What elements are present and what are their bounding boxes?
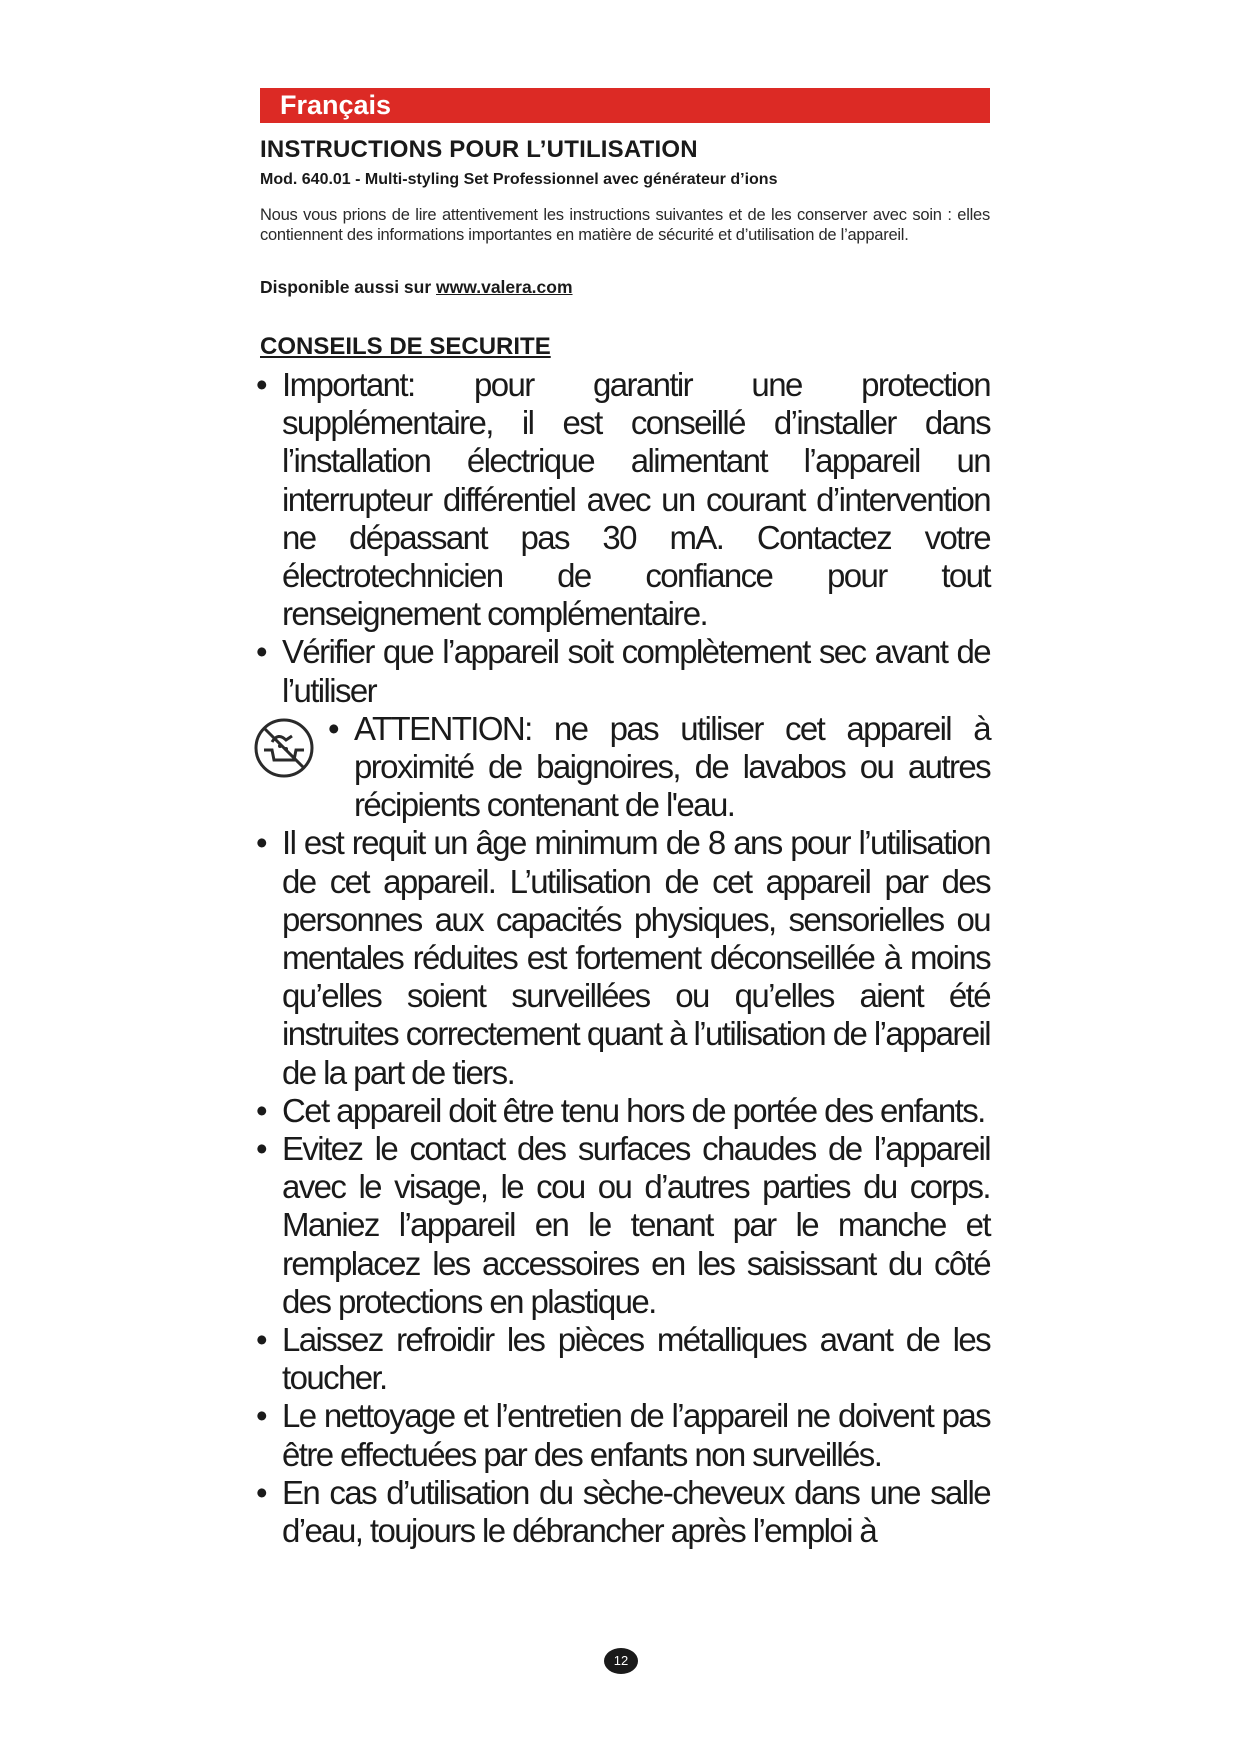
list-item	[252, 1397, 990, 1473]
availability-line	[260, 277, 573, 298]
bullet-glyph: •	[256, 1397, 268, 1435]
list-item	[252, 1474, 990, 1550]
availability-prefix: Disponible aussi sur	[260, 277, 437, 297]
list-item-text: Cet appareil doit être tenu hors de portée des enfants.	[282, 1091, 985, 1129]
document-title: INSTRUCTIONS POUR L’UTILISATION	[260, 136, 698, 163]
bullet-glyph: •	[256, 1473, 268, 1511]
list-item-text: Il est requit un âge minimum de 8 ans pour l’utilisation de cet appareil. L’utilisation de cet appareil par des personnes aux capacités physiques, sensorielles ou mentales réduites est fortement déconseillée à moins qu’elles soient surveillées ou qu’elles aient été instruites correctement quant à l’utilisation de l’appareil de la part de tiers.	[282, 824, 990, 1091]
list-item-text: Laissez refroidir les pièces métalliques avant de les toucher.	[282, 1321, 990, 1397]
bullet-glyph: •	[328, 709, 340, 747]
list-item	[252, 1321, 990, 1397]
model-line: Mod. 640.01 - Multi-styling Set Professionnel avec générateur d’ions	[260, 171, 778, 188]
list-item	[252, 366, 990, 633]
bullet-glyph: •	[256, 633, 268, 671]
bullet-glyph: •	[256, 366, 268, 403]
language-banner: Français	[260, 88, 990, 123]
bullet-glyph: •	[256, 824, 268, 862]
list-item	[252, 1130, 990, 1321]
list-item-text: ATTENTION: ne pas utiliser cet appareil à proximité de baignoires, de lavabos ou autres récipients contenant de l'eau.	[354, 709, 990, 824]
list-item	[252, 824, 990, 1091]
list-item-text: Vérifier que l’appareil soit complètement sec avant de l’utiliser	[282, 633, 990, 709]
list-item	[252, 633, 990, 709]
list-item-text: Le nettoyage et l’entretien de l’appareil ne doivent pas être effectuées par des enfants non surveillés.	[282, 1397, 990, 1473]
list-item-text: En cas d’utilisation du sèche-cheveux dans une salle d’eau, toujours le débrancher après l’emploi à	[282, 1473, 990, 1550]
intro-paragraph: Nous vous prions de lire attentivement les instructions suivantes et de les conserver avec soin : elles contiennent des informations importantes en matière de sécurité et d’utilisation de l’appareil.	[260, 206, 990, 244]
no-water-icon	[252, 716, 316, 780]
safety-list	[252, 366, 990, 1550]
list-item-text: Evitez le contact des surfaces chaudes de l’appareil avec le visage, le cou ou d’autres parties du corps. Maniez l’appareil en le tenant par le manche et remplacez les accessoires en les saisissant du côté des protections en plastique.	[282, 1130, 990, 1320]
list-item-warning	[252, 710, 990, 825]
bullet-glyph: •	[256, 1091, 268, 1129]
list-item	[252, 1092, 990, 1130]
bullet-glyph: •	[256, 1130, 268, 1168]
list-item-text: Important: pour garantir une protection supplémentaire, il est conseillé d’installer dans l’installation électrique alimentant l’appareil un interrupteur différentiel avec un courant d’intervention ne dépassant pas 30 mA. Contactez votre électrotechnicien de confiance pour tout renseignement complémentaire.	[282, 366, 990, 633]
bullet-glyph: •	[256, 1321, 268, 1359]
section-title: CONSEILS DE SECURITE	[260, 333, 551, 360]
website-link[interactable]: www.valera.com	[436, 277, 573, 297]
page-number: 12	[604, 1648, 638, 1674]
